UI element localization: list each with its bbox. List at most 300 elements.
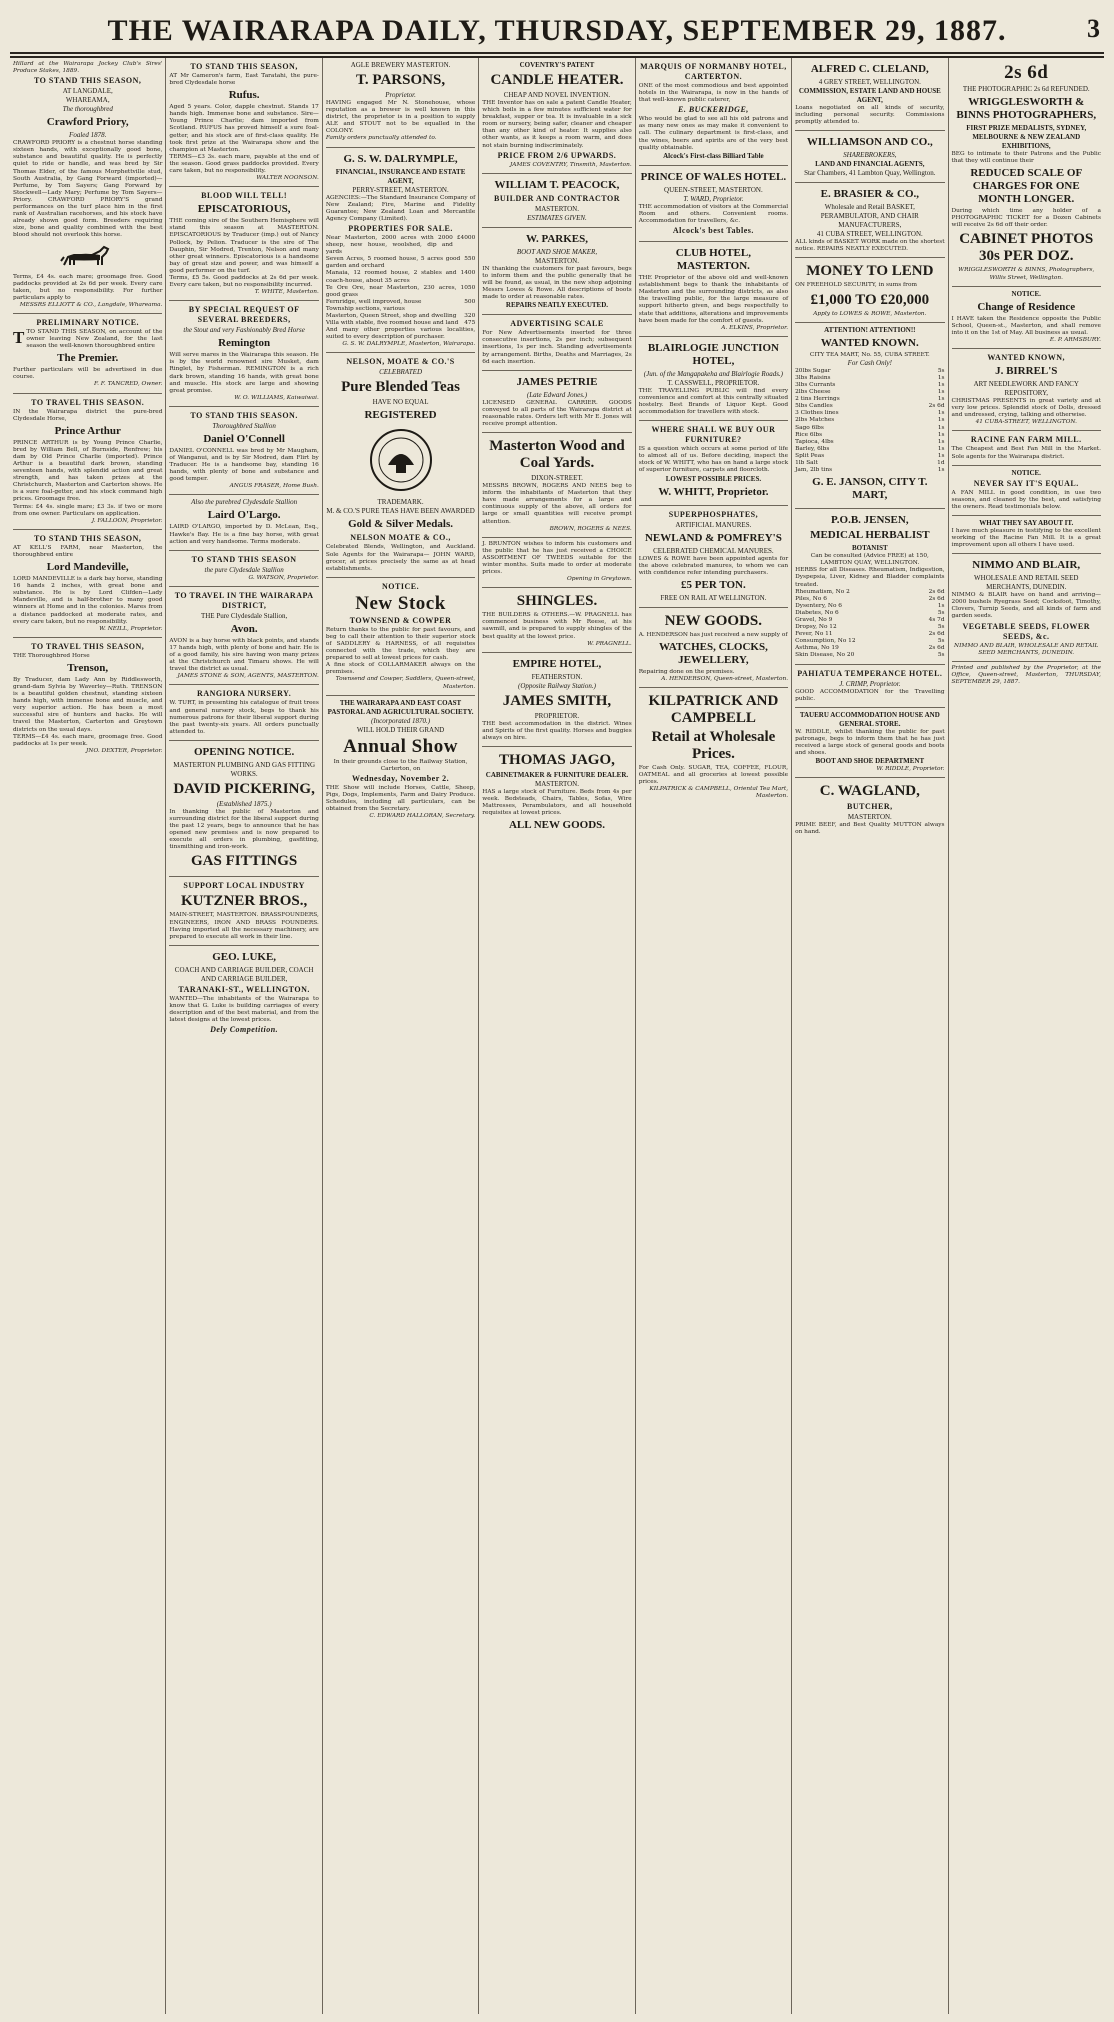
ad-tail: Alcock's First-class Billiard Table <box>663 151 764 160</box>
ad-subheading: ART NEEDLEWORK AND FANCY REPOSITORY, <box>973 380 1079 398</box>
remedy-list <box>795 589 944 660</box>
ad-subheading: (Opposite Railway Station.) <box>517 681 596 690</box>
column-2 <box>166 58 322 2014</box>
ad-collarmaker: A fine stock of COLLARMAKER always on the premises. <box>325 662 476 676</box>
ad-signature: JAMES COVENTRY, Tinsmith, Masterton. <box>509 161 632 168</box>
ad-body: LORD MANDEVILLE is a dark bay horse, standing 16 hands 2 inches, with great bone and substance. He is by Lord Clifden—Lady Mandeville, and is half-brother to many good winners at Home and in the colonies. Mares from a distance paddocked at moderate rates, and every care taken, but no responsibility. <box>13 576 163 625</box>
ad-annual-show <box>326 696 475 825</box>
ad-heading: SUPPORT LOCAL INDUSTRY <box>183 881 305 891</box>
ad-episcatorious <box>169 187 318 301</box>
ad-subheading: BOTANIST <box>851 544 888 553</box>
ad-heading: WHAT THEY SAY ABOUT IT. <box>979 518 1074 527</box>
ad-body: For Cash Only. SUGAR, TEA, COFFEE, FLOUR, OATMEAL and all groceries at lowest possible prices. <box>638 765 789 786</box>
price-row <box>795 389 944 396</box>
ad-subheading: WANTED KNOWN. <box>820 336 919 349</box>
ad-business-name: E. BUCKERIDGE, <box>678 105 749 115</box>
ad-change-of-residence <box>952 287 1101 349</box>
ad-heading: PAHIATUA TEMPERANCE HOTEL. <box>797 668 943 678</box>
ad-tail: ALL NEW GOODS. <box>508 819 606 832</box>
ad-signature: WRIGGLESWORTH & BINNS, Photographers, Willis Street, Wellington. <box>958 267 1095 281</box>
price-row <box>795 382 944 389</box>
ad-brunton-tweeds <box>482 538 631 589</box>
ad-body: AGENCIES:—The Standard Insurance Company of New Zealand; Fire, Marine and Fidelity Guarantee; New Zealand Loan and Mercantile Agency Company (Limited). <box>325 194 476 222</box>
price-row-price: 1d <box>937 459 945 466</box>
ad-signature: W. O. WILLIAMS, Kaiwaiwai. <box>234 394 319 401</box>
price-row-price: 1s <box>937 467 945 474</box>
remedy-row <box>795 638 944 645</box>
ad-place: MASTERTON. <box>534 780 579 789</box>
ad-price: £5 PER TON. <box>681 578 746 591</box>
ad-business-name: THOMAS JAGO, <box>499 752 615 769</box>
ad-trademark-text: M. & CO.'S PURE TEAS HAVE BEEN AWARDED <box>326 507 475 516</box>
ad-peacock-builder <box>482 174 631 228</box>
ad-body: A FAN MILL in good condition, in use two seasons, and cleaned by the best, and satisfying the owners. Read testimonials below. <box>951 489 1101 510</box>
ad-subheading: BOOT AND SHOE MAKER, <box>516 247 598 256</box>
price-row-price: 5s <box>937 367 945 374</box>
ad-subheading: (Jun. of the Mangapakeha and Blairlogie Roads.) <box>643 369 783 378</box>
ad-tag: VEGETABLE SEEDS, FLOWER SEEDS, &c. <box>962 621 1091 641</box>
ad-proprietor: T. WARD, Proprietor. <box>683 194 744 203</box>
ad-trenson <box>13 638 162 759</box>
ad-heading: PRELIMINARY NOTICE. <box>36 317 140 327</box>
ad-lead: IN the Wairarapa district the pure-bred Clydesdale Horse, <box>13 408 163 422</box>
property-row-price: 320 <box>464 312 476 319</box>
ad-business-name: BLAIRLOGIE JUNCTION HOTEL, <box>647 341 779 367</box>
ad-business-name: J. BIRREL'S <box>995 365 1058 378</box>
imprint <box>952 662 1101 690</box>
ad-body: IS a question which occurs at some period of life to almost all of us. Before deciding, inspect the stock of W. WHITT, who has on hand a large stock of superior furniture, carpets and floorcloth. <box>638 446 789 474</box>
ad-horse-name: Lord Mandeville, <box>46 561 129 574</box>
price-row <box>795 446 944 453</box>
ad-signature: Opening in Greytown. <box>567 576 632 583</box>
ad-business-name: TOWNSEND & COWPER <box>349 615 452 625</box>
ad-subheading: CELEBRATED <box>379 368 422 377</box>
ad-business-name: ALFRED C. CLELAND, <box>810 63 929 75</box>
ad-marquis-of-normanby <box>639 58 788 166</box>
price-row-price: 1s <box>937 452 945 459</box>
ad-subheading: Thoroughbred Stallion <box>212 421 276 430</box>
price-row-price: 1s <box>937 381 945 388</box>
ad-subheading: CELEBRATED CHEMICAL MANURES. <box>653 546 774 555</box>
ad-business-name: NELSON MOATE & CO., <box>350 533 451 543</box>
ad-tail: Family orders punctually attended to. <box>325 135 437 142</box>
ad-heading: MARQUIS OF NORMANBY HOTEL, CARTERTON. <box>640 62 787 81</box>
property-row-item: Villa with stable, five roomed house and land <box>325 320 459 327</box>
ad-body: Return thanks to the public for past favours, and beg to call their attention to their superior stock of SADDLERY & HARNESS, of all requisites connected with the trade, which they are prepared to sell at lowest prices for cash. <box>325 626 476 662</box>
ad-tail: Alcock's best Tables. <box>672 226 754 236</box>
ad-product-name: CANDLE HEATER. <box>490 72 624 88</box>
ad-horse-name: Laird O'Largo. <box>207 509 281 522</box>
ad-heading: WHERE SHALL WE BUY OUR FURNITURE? <box>651 425 776 445</box>
ad-business-name: P.O.B. JENSEN, <box>831 514 909 527</box>
ad-subheading: THE PHOTOGRAPHIC 2s 6d REFUNDED. <box>962 85 1090 93</box>
ad-subheading: CABINETMAKER & FURNITURE DEALER. <box>485 771 629 780</box>
ad-event-name: Annual Show <box>343 735 458 757</box>
ad-business-name: C. WAGLAND, <box>819 783 920 800</box>
ad-heading: OPENING NOTICE. <box>194 745 295 758</box>
ad-body: GOOD ACCOMMODATION for the Travelling public. <box>795 688 945 702</box>
ad-price: PRICE FROM 2/6 UPWARDS. <box>497 150 617 160</box>
ad-subheading: WHOLESALE AND RETAIL SEED MERCHANTS, DUNEDIN. <box>974 574 1079 592</box>
column-6 <box>792 58 948 2014</box>
remedy-row <box>795 589 944 596</box>
ad-tail: ESTIMATES GIVEN. <box>527 213 587 222</box>
ad-registered: REGISTERED <box>364 409 437 422</box>
ad-place: FEATHERSTON. <box>531 672 583 681</box>
ad-david-pickering <box>169 741 318 878</box>
ad-terms: Terms: £4 4s. single mare; £3 3s. if two or more from one owner. Particulars on application. <box>13 503 163 517</box>
ad-signature: KILPATRICK & CAMPBELL, Oriental Tea Mart, Masterton. <box>649 786 789 800</box>
ad-subheading: LAND AND FINANCIAL AGENTS, <box>815 160 925 169</box>
price-row-price: 1s <box>937 417 945 424</box>
property-row-item: Fernridge, well improved, house <box>325 298 422 305</box>
ad-the-premier: PRELIMINARY NOTICE. TTO STAND THIS SEASON, on account of the owner leaving New Zealand, for the last season the well-known thoroughbred entire The Premier. Further particulars will be advertised in due course. F. F. TANCRED, Owner. <box>13 314 162 394</box>
column-7 <box>949 58 1104 2014</box>
ad-money-to-lend <box>795 258 944 322</box>
horse-engraving-icon <box>58 243 118 271</box>
ad-signature: G. E. JANSON, CITY T. MART, <box>812 476 928 502</box>
ad-signature: E. P. ARMSBURY. <box>1049 336 1101 343</box>
price-row <box>795 453 944 460</box>
property-row-price: 500 <box>464 298 476 305</box>
ad-body: THE Inventor has on sale a patent Candle Heater, which boils in a few minutes sufficient water for breakfast, supper or tea. It is invaluable in a sick room or nursery, being safer, cleaner and cheaper than any other kind of heater. It supplies also other wants, as it keeps a room warm, and does not stain burning indiscriminately. <box>482 100 632 149</box>
ad-body: PRIME BEEF, and Best Quality MUTTON always on hand. <box>795 822 945 836</box>
ad-tail: Further particulars will be advertised in due course. <box>13 367 163 381</box>
price-row-price: 1s <box>937 389 945 396</box>
ad-body: By Traducer, dam Lady Ann by Riddlesworth, grand-dam Sylvia by Waverley—Ruth. TRENSON is a beautiful golden chestnut, standing sixteen hands high, with immense bone and muscle, and very superior action. He has been a most successful sire of hunters and hacks. He will travel the Masterton, Carterton and Greytown districts on the usual days. <box>13 676 163 733</box>
remedy-row-item: Consumption, No 12 <box>795 638 856 645</box>
ad-body: A. HENDERSON has just received a new supply of <box>638 631 788 638</box>
ad-place: DIXON-STREET. <box>531 474 583 483</box>
ad-body: LOWES & ROWE have been appointed agents for the above celebrated manures, to whom we can with confidence refer intending purchasers. <box>638 555 789 576</box>
ad-body: HERBS for all Diseases. Rheumatism, Indigestion, Dyspepsia, Liver, Kidney and Bladder complaints treated. <box>795 567 945 588</box>
ad-henderson-new-goods <box>639 608 788 688</box>
price-row <box>795 467 944 474</box>
ad-terms: TERMS—£3 3s. each mare, payable at the end of the season. Good grass paddocks provided. Every care taken, but no responsibility. <box>169 153 319 175</box>
ad-geo-luke <box>169 946 318 1040</box>
ad-proprietor: J. CRIMP, Proprietor. <box>839 679 901 688</box>
ad-horse-name: Remington <box>218 337 271 350</box>
ad-big-price: CABINET PHOTOS 30s PER DOZ. <box>959 231 1094 265</box>
ad-fan-mill-notice <box>952 466 1101 516</box>
ad-signature: W. WHITT, Proprietor. <box>658 485 769 498</box>
ad-body: ON FREEHOLD SECURITY, in sums from <box>795 282 917 289</box>
price-row <box>795 417 944 424</box>
property-row-item: Manaia, 12 roomed house, 2 stables and coach-house, about 35 acres <box>325 270 457 284</box>
ad-wrigglesworth-binns <box>952 58 1101 287</box>
property-row-item: Near Masterton, 2000 acres with 2000 sheep, new house, woolshed, dip and yards <box>325 234 453 256</box>
ad-kilpatrick-campbell <box>639 688 788 804</box>
price-row-item: 2 tins Herrings <box>795 396 840 403</box>
price-row-item: Barley, 6lbs <box>795 445 830 452</box>
ad-heading: BY SPECIAL REQUEST OF SEVERAL BREEDERS, <box>188 305 300 325</box>
ad-body: CITY TEA MART, No. 55, CUBA STREET. <box>809 351 930 358</box>
ad-new-stock: New Stock <box>355 592 446 614</box>
ad-dalrymple <box>326 148 475 354</box>
ad-signature: MESSRS ELLIOTT & CO., Langdale, Whareama. <box>19 301 163 308</box>
ad-signature: G. WATSON, Proprietor. <box>248 574 319 581</box>
ad-subheading: the pure Clydesdale Stallion <box>204 565 284 574</box>
ad-empire-hotel <box>482 653 631 747</box>
remedy-row-item: Gravel, No 9 <box>795 617 833 623</box>
remedy-row-item: Asthma, No 19 <box>795 645 839 652</box>
ad-jensen-herbalist <box>795 509 944 664</box>
remedy-row-item: Dropsy, No 12 <box>795 624 837 631</box>
ad-blairlogie-hotel <box>639 337 788 421</box>
price-row-item: Sago 6lbs <box>795 424 824 431</box>
ad-business-name: KUTZNER BROS., <box>180 893 308 910</box>
ad-horse-name: Avon. <box>230 622 258 635</box>
ad-heading: ADVERTISING SCALE <box>510 319 604 329</box>
ad-signature: F. F. TANCRED, Owner. <box>93 381 163 388</box>
price-row <box>795 410 944 417</box>
ad-heading: RANGIORA NURSERY. <box>197 689 292 699</box>
ad-subheading: NEVER SAY IT'S EQUAL. <box>973 478 1079 488</box>
ad-tail: THE Show will include Horses, Cattle, Sheep, Pigs, Dogs, Implements, Farm and Dairy Produce. Schedules, including all particulars, can be obtained from the Secretary. <box>325 784 476 813</box>
ad-business-name: WRIGGLESWORTH & BINNS PHOTOGRAPHERS, <box>956 96 1097 121</box>
newspaper-title: THE WAIRARAPA DAILY, THURSDAY, SEPTEMBER 29, 1887. <box>107 14 1007 47</box>
ad-established: (Established 1875.) <box>216 799 272 808</box>
ad-horse-name: Trenson, <box>67 661 109 674</box>
ad-heading: TO STAND THIS SEASON, <box>190 62 298 71</box>
ad-place: WHAREAMA, <box>65 96 110 105</box>
ad-signature: ANGUS FRASER, Home Bush. <box>229 483 319 490</box>
price-row-price: 1s <box>937 438 945 445</box>
price-row-item: 3 Clothes lines <box>795 410 839 417</box>
remedy-row <box>795 610 944 617</box>
ad-subheading: CHEAP AND NOVEL INVENTION. <box>503 91 611 99</box>
ad-heading: TAUERU ACCOMMODATION HOUSE AND GENERAL STORE. <box>799 710 940 728</box>
ad-items: WATCHES, CLOCKS, JEWELLERY, <box>658 640 768 666</box>
ad-heading: EMPIRE HOTEL, <box>512 657 602 670</box>
remedy-row <box>795 652 944 659</box>
ad-body: LICENSED GENERAL CARRIER. GOODS conveyed to all parts of the Wairarapa district at reasonable rates. Orders left with Mr E. Jones will receive prompt attention. <box>482 399 632 427</box>
ad-body: TO STAND THIS SEASON, on account of the owner leaving New Zealand, for the last season the well-known thoroughbred entire <box>26 328 163 350</box>
ad-townsend-cowper <box>326 578 475 696</box>
ad-heading: NOTICE. <box>1011 468 1041 477</box>
ad-body: Aged 5 years. Color, dapple chestnut. Stands 17 hands high. Immense bone and substance. Sire—Young Prince Charlie; dam imported from Scotland. RUFUS has proved himself a sure foal-getter, and his stock are of first-class quality. He took first prize at the Wairarapa show and the champion at Masterton. <box>169 104 319 153</box>
price-list <box>795 368 944 474</box>
ad-cleland <box>795 58 944 131</box>
remedy-row-price: 2s 6d <box>928 595 945 602</box>
price-row-item: Jam, 2lb tins <box>795 467 833 474</box>
ad-subheading: the Stout and very Fashionably Bred Horse <box>183 326 305 335</box>
ad-heading: NOTICE. <box>1011 289 1041 298</box>
ad-birrel-needlework <box>952 349 1101 431</box>
ad-signature: WALTER NOONSON. <box>256 175 319 182</box>
ad-horse-name: The Premier. <box>57 352 119 365</box>
price-row <box>795 403 944 410</box>
ad-subheading: Change of Residence <box>977 300 1076 313</box>
page-number: 3 <box>1087 14 1100 43</box>
ad-signature: W. NEILL, Proprietor. <box>99 625 163 632</box>
remedy-row <box>795 596 944 603</box>
ad-body: CHRISTMAS PRESENTS in great variety and at very low prices. Splendid stock of Dolls, dressed and undressed, crying, talking and otherwise. <box>951 398 1101 419</box>
price-row-item: 1lb Salt <box>795 459 818 466</box>
ad-parkes-bootmaker <box>482 228 631 315</box>
ad-tail: Repairing done on the premises. <box>638 668 735 675</box>
ad-body: I have much pleasure in testifying to the excellent working of the Racine Fan Mill. It is a great improvement upon all others I have used. <box>951 527 1101 549</box>
ad-racine-fan-mill <box>952 431 1101 465</box>
ad-remington <box>169 301 318 407</box>
column-3 <box>323 58 479 2014</box>
ad-rufus <box>169 58 318 187</box>
ad-subheading: Retail at Wholesale Prices. <box>651 729 776 763</box>
ad-body: HAVING engaged Mr N. Stonehouse, whose reputation as a brewer is well known in this district, the proprietor is in a position to supply ALE and STOUT not to be equalled in the COLONY. <box>325 100 476 135</box>
ad-price: 2s 6d <box>1004 62 1049 83</box>
ad-business-name: G. S. W. DALRYMPLE, <box>343 152 458 165</box>
price-row-item: 5lbs Candles <box>795 403 833 410</box>
remedy-row-price: 2s 6d <box>928 588 945 595</box>
ad-foaled: Foaled 1878. <box>69 131 107 140</box>
ad-body: W. RIDDLE, whilst thanking the public for past patronage, begs to inform them that he has just received a large stock of general goods and boots and shoes. <box>795 728 945 757</box>
ad-eagle-brewery <box>326 58 475 148</box>
ad-body: ALL kinds of BASKET WORK made on the shortest notice. REPAIRS NEATLY EXECUTED. <box>795 239 945 253</box>
ad-shingles <box>482 588 631 652</box>
remedy-row-item: Fever, No 11 <box>795 631 833 638</box>
price-row-item: Rice 6lbs <box>795 431 823 438</box>
ad-signature: W. PRAGNELL. <box>587 640 632 647</box>
price-row-price: 1s <box>937 424 945 431</box>
ad-heading: ATTENTION! ATTENTION!! <box>824 325 916 334</box>
ad-body: LAIRD O'LARGO, imported by D. McLean, Esq., Hawke's Bay. He is a fine bay horse, with great action and very handsome. Terms moderate. <box>169 524 319 545</box>
ad-place: Can be consulted (Advice FREE) at 150, LAMBTON QUAY, WELLINGTON. <box>810 553 929 567</box>
ad-heading: TO STAND THIS SEASON. <box>190 410 298 420</box>
ad-horse-name: Daniel O'Connell <box>203 432 285 445</box>
ad-heading: COVENTRY'S PATENT <box>519 61 595 69</box>
ad-tag: BOOT AND SHOE DEPARTMENT <box>815 757 925 766</box>
ad-business-name: NIMMO AND BLAIR, <box>972 559 1081 572</box>
price-row-price: 1s <box>937 445 945 452</box>
ad-business-name: PRINCE OF WALES HOTEL. <box>640 170 787 183</box>
remedy-row-price: 2s 6d <box>928 645 945 652</box>
ad-lead: AT Mr Cameron's farm, East Taratahi, the pure-bred Clydesdale horse <box>169 73 319 87</box>
remedy-row <box>795 624 944 631</box>
ad-testimonials <box>952 516 1101 554</box>
ad-horse-name: Rufus. <box>228 89 260 102</box>
ad-incorporated: (Incorporated 1870.) <box>371 716 431 725</box>
column-1 <box>10 58 166 2014</box>
ad-business-name: WILLIAM T. PEACOCK, <box>494 178 620 191</box>
ad-subheading: BUILDER AND CONTRACTOR <box>493 193 620 203</box>
ad-product-name: Pure Blended Teas <box>341 379 461 396</box>
property-row-price: 475 <box>464 320 476 327</box>
ad-subheading: COMMISSION, ESTATE LAND AND HOUSE AGENT, <box>798 87 941 104</box>
ad-body: PRINCE ARTHUR is by Young Prince Charlie, bred by William Bell, of Burnside, Renfrew; his dam by Old Prince Charlie (imported). Prince Arthur is a beautiful dark brown, standing seventeen hands, with splendid action and great strength, and has taken prizes at the Christchurch, Masterton and Carterton shows. He is a sure foal-getter, and his stock command high prices. Groomage free. <box>13 439 163 503</box>
price-row-item: 3lbs Raisins <box>795 374 831 381</box>
ad-heading: TO TRAVEL IN THE WAIRARAPA DISTRICT, <box>174 590 314 610</box>
ad-signature: A. ELKINS, Proprietor. <box>721 324 789 331</box>
price-row-item: 20lbs Sugar <box>795 367 831 374</box>
ad-signature: BROWN, ROGERS & NEES. <box>549 525 632 532</box>
ad-heading: MONEY TO LEND <box>806 263 934 280</box>
columns <box>10 58 1104 2014</box>
ad-body: Who would be glad to see all his old patrons and as many new ones as may make it convenient to call. The culinary department is first-class, and the wines, beers and spirits are of the very best quality obtainable. <box>638 116 789 151</box>
ad-subheading: LOWEST POSSIBLE PRICES. <box>665 474 762 483</box>
ad-body: J. BRUNTON wishes to inform his customers and the public that he has just received a CHOICE ASSORTMENT OF TWEEDS suitable for the winter months. Suits made to order at moderate prices. <box>482 540 632 576</box>
ad-body: For New Advertisements inserted for three consecutive insertions, 2s per inch; subsequent insertions, 1s per inch. Standing advertisements by arrangement. Births, Deaths and Marriages, 2s 6d each insertion. <box>482 330 632 365</box>
property-row <box>326 313 475 320</box>
price-row-item: 2lbs Cheese <box>795 389 831 396</box>
price-row-price: 1s <box>937 396 945 403</box>
ad-proprietor: PROPRIETOR. <box>534 711 580 720</box>
column-4 <box>479 58 635 2014</box>
ad-james-petrie <box>482 371 631 433</box>
ad-heading: AGLE BREWERY MASTERTON. <box>350 61 451 69</box>
property-row-price: £4000 <box>456 234 476 241</box>
ad-subheading: SHAREBROKERS, <box>843 151 897 160</box>
ad-body: MAIN-STREET, MASTERTON. BRASSFOUNDERS, ENGINEERS, IRON AND BRASS FOUNDERS. Having imported all the necessary machinery, are prepared to execute all work in their line. <box>169 912 319 940</box>
ad-subheading: HAVE NO EQUAL <box>372 398 429 407</box>
ad-subheading: BUTCHER, <box>847 802 893 812</box>
price-row-item: 2lbs Matches <box>795 417 835 424</box>
remedy-row <box>795 603 944 610</box>
ad-place: MASTERTON. <box>534 256 579 265</box>
ad-heading: TO TRAVEL THIS SEASON. <box>31 397 145 407</box>
ad-signature: JAMES STONE & SON, AGENTS, MASTERTON. <box>177 673 319 680</box>
price-row-item: Tapioca, 4lbs <box>795 438 834 445</box>
ad-business-name: JAMES SMITH, <box>502 692 612 709</box>
ad-clydesdale-watson <box>169 551 318 587</box>
price-row <box>795 368 944 375</box>
ad-body: In their grounds close to the Railway Station, Carterton, on <box>333 758 468 772</box>
ad-heading: NOTICE. <box>382 581 420 591</box>
ad-tail: REPAIRS NEATLY EXECUTED. <box>505 301 609 310</box>
remedy-row-price: 4s 7d <box>928 617 945 623</box>
ad-body: I HAVE taken the Residence opposite the Public School, Queen-st., Masterton, and shall remove into it on the 1st of May. All business as usual. <box>951 315 1101 336</box>
ad-nelson-moate-teas <box>326 353 475 577</box>
property-row-price: 1050 <box>460 284 476 291</box>
ad-body: W. TURT, in presenting his catalogue of fruit trees and general nursery stock, begs to thank his numerous patrons for their liberal support during the past twenty-six years. All orders punctually attended to. <box>169 700 319 735</box>
ad-terms: Terms, £5 5s. Good paddocks at 2s 6d per week. Every care taken, but no responsibility incurred. <box>169 274 319 289</box>
ad-candle-heater <box>482 58 631 174</box>
ad-business-name: DAVID PICKERING, <box>173 780 315 797</box>
ad-business-name: WILLIAMSON AND CO., <box>806 136 933 149</box>
ad-tag: Dely Competition. <box>210 1025 279 1035</box>
ad-pahiatua-hotel <box>795 665 944 708</box>
property-row-item: Masterton, Queen Street, shop and dwelling <box>325 312 457 319</box>
price-row-price: 2s 6d <box>928 403 945 410</box>
masthead <box>10 8 1104 54</box>
ad-body: In thanking the public of Masterton and surrounding district for the liberal support during the past 12 years, begs to announce that he has opened new premises and is now prepared to execute all orders in plumbing, gasfitting, tinsmithing and iron-work. <box>169 808 319 851</box>
ad-kutzner-bros <box>169 877 318 945</box>
ad-heading: NELSON, MOATE & CO.'S <box>346 357 455 367</box>
ad-body: THE coming sire of the Southern Hemisphere will stand this season at MASTERTON. EPISCATORIOUS by Traducer (imp.) out of Nancy Pollock, by Pelion. Traducer is the sire of The Dauphin, Sir Modred, Trenton, Nelson and many other great winners. Episcatorious is a handsome bay of great size and power, and was himself a good performer on the turf. <box>169 218 319 274</box>
ad-place: 4 GREY STREET, WELLINGTON. <box>818 78 921 86</box>
ad-subheading: Also the purebred Clydesdale Stallion <box>191 498 298 507</box>
ad-prince-arthur <box>13 394 162 530</box>
remedy-row-item: Diabetes, No 6 <box>795 609 839 616</box>
ad-signature: T. WHITE, Masterton. <box>254 289 319 296</box>
price-row <box>795 439 944 446</box>
ad-body: THE TRAVELLING PUBLIC will find every convenience and comfort at this centrally situated hostelry. Best Brands of Liquor Kept. Good accommodation for travellers with stock. <box>638 387 789 416</box>
ad-date: Wednesday, November 2. <box>352 773 450 783</box>
price-row-item: Split Peas <box>795 452 825 459</box>
ad-signature: JNO. DEXTER, Proprietor. <box>86 747 163 754</box>
ad-heading: SHINGLES. <box>516 593 598 610</box>
tea-trademark-seal-icon <box>366 425 436 495</box>
ad-body: ONE of the most commodious and best appointed hotels in the Wairarapa, is now in the hands of that well-known public caterer, <box>638 83 789 104</box>
ad-wood-coal-yards <box>482 433 631 538</box>
ad-lead: THE Thoroughbred Horse <box>13 652 90 659</box>
ad-laird-olargo <box>169 495 318 550</box>
ad-horse-name: EPISCATORIOUS, <box>197 203 291 216</box>
ad-subheading: THE Pure Clydesdale Stallion, <box>200 611 288 620</box>
ad-offer: REDUCED SCALE OF CHARGES FOR ONE MONTH LONGER. <box>970 167 1083 206</box>
ad-subheading: For Cash Only! <box>847 358 892 367</box>
price-row-price: 1s <box>937 410 945 417</box>
remedy-row-price: 2s 6d <box>928 631 945 638</box>
